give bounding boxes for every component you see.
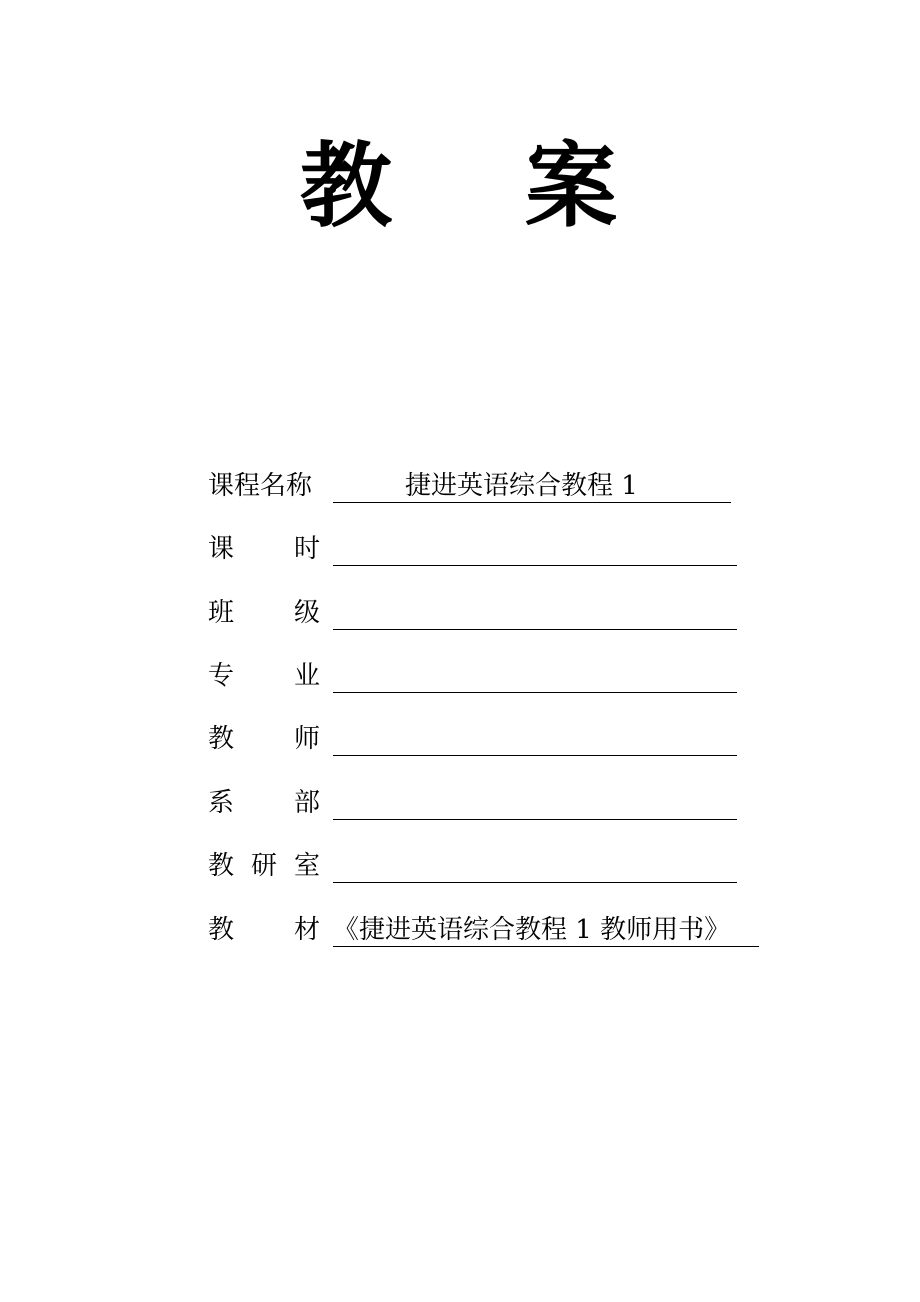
textbook-row (208, 914, 768, 954)
teaching-office-row (208, 850, 768, 890)
teacher-label-char-2: 师 (293, 724, 320, 754)
teaching-office-field (333, 850, 737, 883)
major-label-char-2: 业 (293, 661, 320, 691)
department-label (208, 787, 320, 819)
class-hours-label (208, 533, 320, 565)
department-field (333, 787, 737, 820)
department-row (208, 787, 768, 827)
department-label-char-1: 系 (208, 788, 235, 818)
major-label (208, 660, 320, 692)
class-hours-label-char-2: 时 (293, 534, 320, 564)
major-label-char-1: 专 (208, 661, 235, 691)
class-group-label-char-1: 班 (208, 598, 235, 628)
teaching-office-label-char-2: 研 (250, 851, 277, 881)
teacher-label-char-1: 教 (208, 724, 235, 754)
teaching-office-label-char-1: 教 (208, 851, 235, 881)
teacher-row (208, 723, 768, 763)
textbook-label-char-1: 教 (208, 915, 235, 945)
course-name-label: 课程名称 (208, 471, 313, 501)
class-group-field (333, 597, 737, 630)
textbook-label-char-2: 材 (293, 915, 320, 945)
textbook-label (208, 914, 320, 946)
title-char-an: 案 (525, 132, 618, 240)
department-label-char-2: 部 (293, 788, 320, 818)
class-hours-label-char-1: 课 (208, 534, 235, 564)
course-name-field (333, 470, 731, 503)
teaching-office-label (208, 850, 320, 882)
teacher-field (333, 723, 737, 756)
major-row (208, 660, 768, 700)
class-group-label-char-2: 级 (293, 598, 320, 628)
teacher-label (208, 723, 320, 755)
title-char-jiao: 教 (300, 132, 393, 240)
class-hours-field (333, 533, 737, 566)
course-name-value: 捷进英语综合教程 1 (405, 471, 638, 501)
class-group-row (208, 597, 768, 637)
major-field (333, 660, 737, 693)
teaching-office-label-char-3: 室 (293, 851, 320, 881)
textbook-field: 《捷进英语综合教程 1 教师用书》 (333, 914, 759, 947)
class-hours-row (208, 533, 768, 573)
course-name-row (208, 470, 768, 510)
class-group-label (208, 597, 320, 629)
